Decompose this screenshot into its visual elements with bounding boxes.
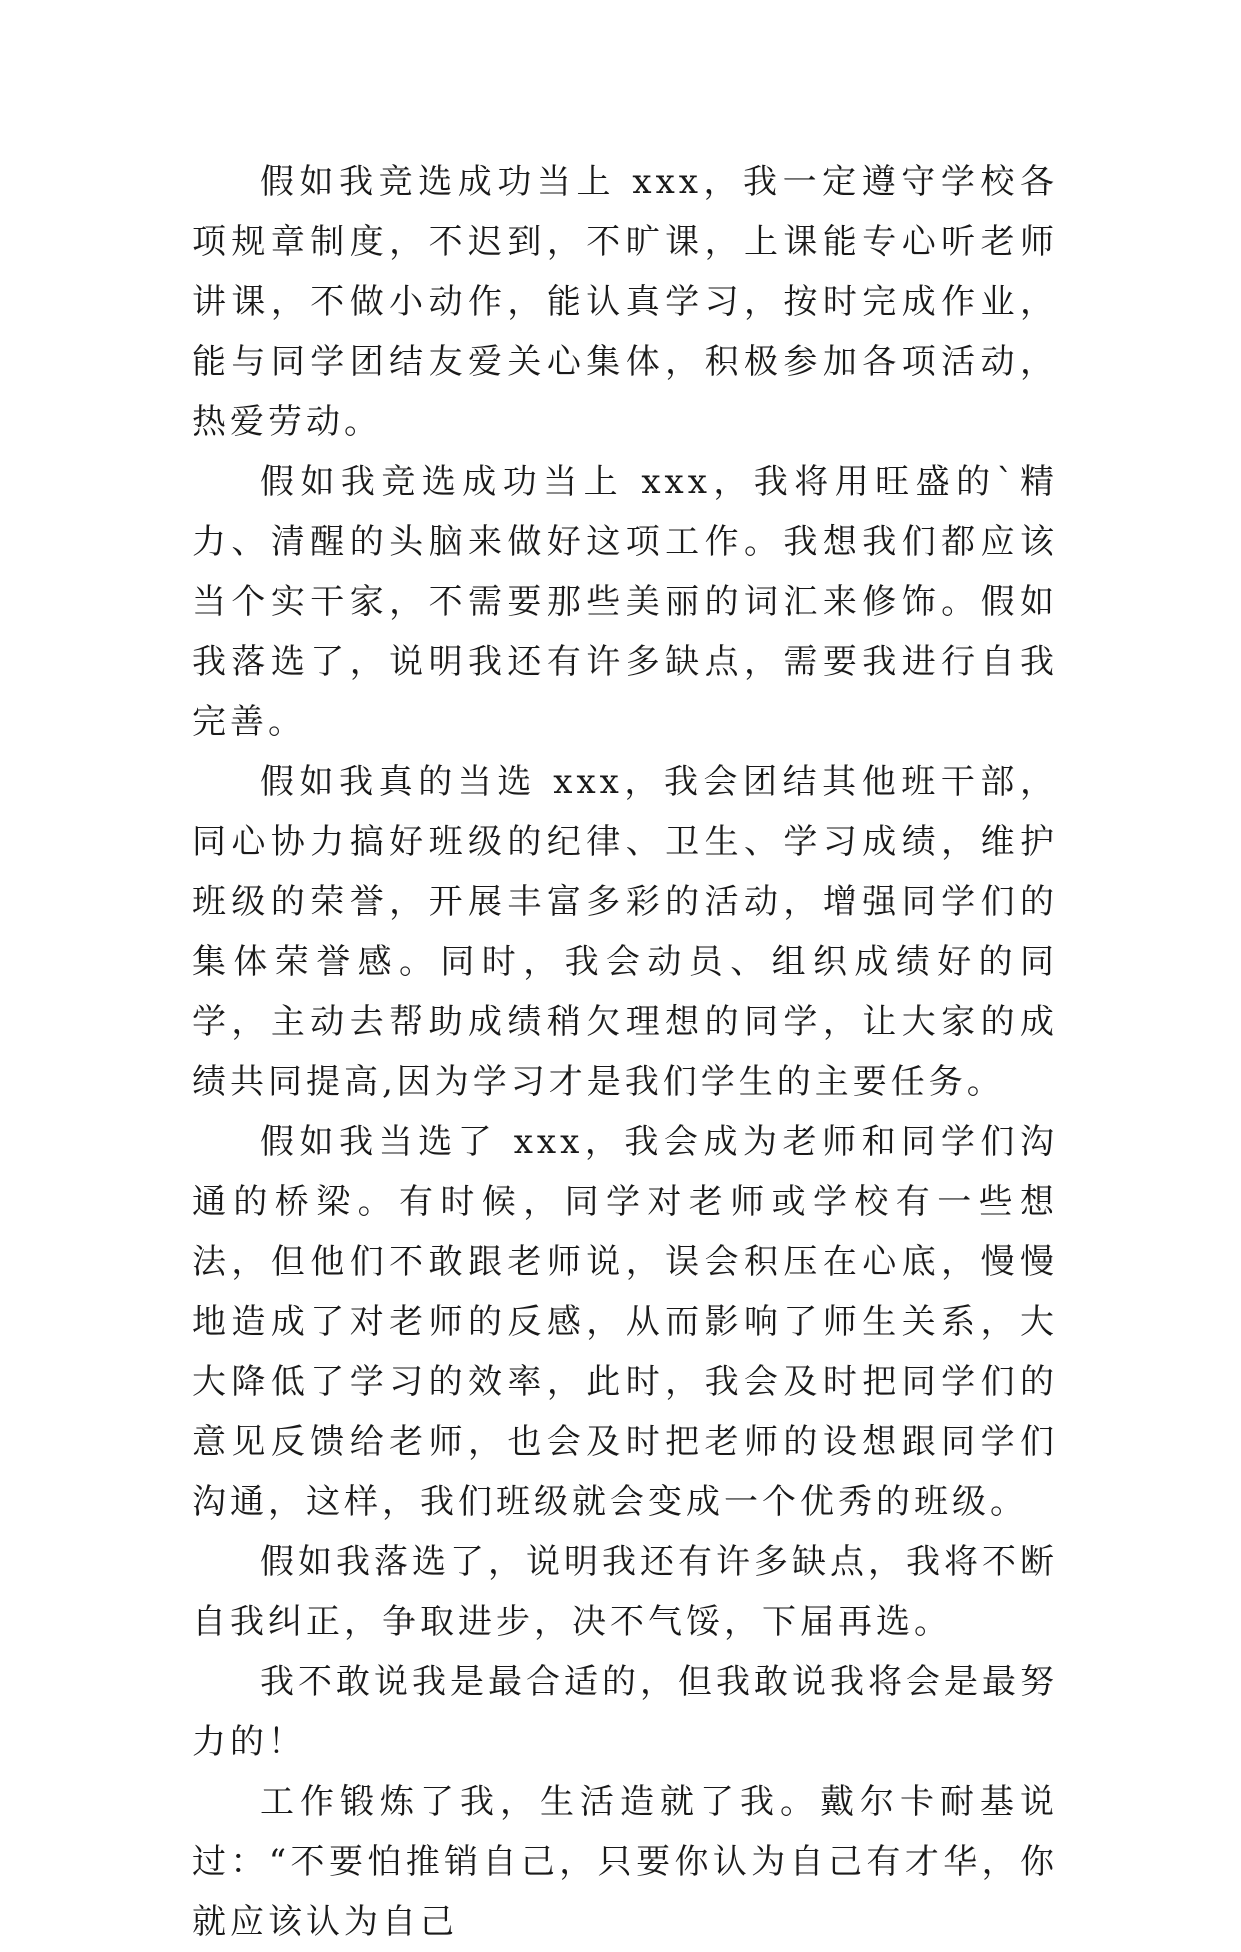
paragraph-3: 假如我真的当选 xxx，我会团结其他班干部，同心协力搞好班级的纪律、卫生、学习成绩，维护班级的荣誉，开展丰富多彩的活动，增强同学们的集体荣誉感。同时，我会动员、组织成绩好的同学，主动去帮助成绩稍欠理想的同学，让大家的成绩共同提高,因为学习才是我们学生的主要任务。 [192, 762, 1058, 1102]
paragraph-1: 假如我竞选成功当上 xxx，我一定遵守学校各项规章制度，不迟到，不旷课，上课能专心听老师讲课，不做小动作，能认真学习，按时完成作业，能与同学团结友爱关心集体，积极参加各项活动，热爱劳动。 [192, 162, 1058, 442]
paragraph-2: 假如我竞选成功当上 xxx，我将用旺盛的`精力、清醒的头脑来做好这项工作。我想我们都应该当个实干家，不需要那些美丽的词汇来修饰。假如我落选了，说明我还有许多缺点，需要我进行自我完善。 [192, 462, 1058, 742]
paragraph-5: 假如我落选了，说明我还有许多缺点，我将不断自我纠正，争取进步，决不气馁，下届再选。 [192, 1542, 1058, 1642]
paragraph-7: 工作锻炼了我，生活造就了我。戴尔卡耐基说过：“不要怕推销自己，只要你认为自己有才华，你就应该认为自己 [192, 1782, 1058, 1942]
paragraph-6: 我不敢说我是最合适的，但我敢说我将会是最努力的！ [192, 1662, 1058, 1762]
document-body [192, 152, 1058, 1952]
paragraph-4: 假如我当选了 xxx，我会成为老师和同学们沟通的桥梁。有时候，同学对老师或学校有一些想法，但他们不敢跟老师说，误会积压在心底，慢慢地造成了对老师的反感，从而影响了师生关系，大大降低了学习的效率，此时，我会及时把同学们的意见反馈给老师，也会及时把老师的设想跟同学们沟通，这样，我们班级就会变成一个优秀的班级。 [192, 1122, 1058, 1522]
